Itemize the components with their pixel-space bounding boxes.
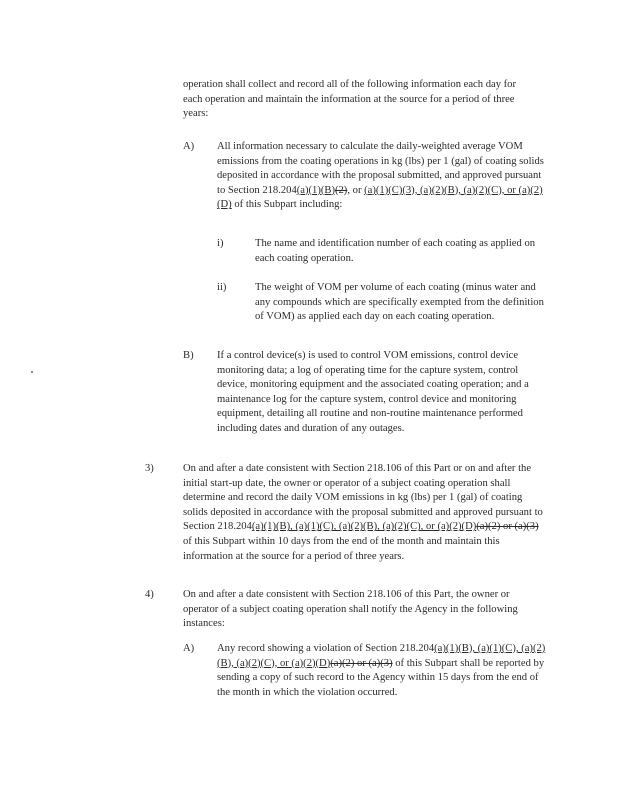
item-4-paragraph — [183, 588, 547, 632]
item-3-label: 3) — [145, 463, 154, 474]
sub-ii-paragraph — [255, 281, 547, 325]
item-2b-label: B) — [183, 350, 194, 361]
item-3-strike-1: (a)(2) or (a)(3) — [476, 521, 539, 533]
sub-i-label: i) — [217, 238, 224, 249]
item-3-ref-1: (a)(1)(B), (a)(1)(C), (a)(2)(B), (a)(2)(C), or (a)(2)(D) — [251, 521, 477, 533]
item-4a-ref-1: (a)(1)(B), (a)(1)(C), (a)(2)(B), (a)(2)(C), or (a)(2)(D) — [217, 643, 546, 669]
item-2a-text-1: All information necessary to calculate the daily-weighted average VOM emissions from the coating operations in kg (lbs) per 1 (gal) of coating solids deposited in accordance with the proposal submitted, and approved pursuant to Section 218.204 — [217, 141, 544, 196]
sub-ii-label: ii) — [217, 282, 227, 293]
item-2a-text-3: of this Subpart including: — [231, 199, 343, 211]
item-2b-text: If a control device(s) is used to control VOM emissions, control device monitoring data; a log of operating time for the capture system, control device, monitoring equipment and the associated coating operation; and a maintenance log for the capture system, control device and monitoring equipment, detailing all routine and non-routine maintenance performed including dates and duration of any outages. — [217, 350, 529, 434]
item-4-label: 4) — [145, 589, 154, 600]
item-4-text: On and after a date consistent with Section 218.106 of this Part, the owner or operator of a subject coating operation shall notify the Agency in the following instances: — [183, 589, 518, 630]
intro-paragraph — [183, 78, 531, 122]
sub-ii-text: The weight of VOM per volume of each coating (minus water and any compounds which are specifically exempted from the definition of VOM) as applied each day on each coating operation. — [255, 282, 544, 323]
item-4a-label: A) — [183, 643, 195, 654]
item-4a-text-1: Any record showing a violation of Section 218.204 — [217, 643, 435, 654]
item-2a-ref-1: (a)(1)(B) — [296, 184, 335, 196]
item-2a-ref-3: (a)(1)(C)(3), (a)(2)(B), (a)(2)(C), or (a)(2)(D) — [217, 184, 543, 211]
item-2a-paragraph — [217, 140, 547, 213]
scan-speck — [31, 371, 33, 373]
item-4a-strike-1: (a)(2) or (a)(3) — [330, 657, 393, 669]
item-3-text-1: On and after a date consistent with Section 218.106 of this Part or on and after the initial start-up date, the owner or operator of a subject coating operation shall determine and record the daily VOM emissions in kg (lbs) per 1 (gal) of coating solids deposited in accordance with the proposal submitted and approved pursuant to Section 218.204 — [183, 463, 543, 533]
item-2a-ref-2: (2) — [334, 184, 348, 196]
sub-i-text: The name and identification number of each coating as applied on each coating operation. — [255, 238, 536, 264]
item-2a-text-2: , or — [347, 184, 365, 196]
sub-i-paragraph — [255, 237, 547, 266]
item-3-paragraph — [183, 462, 547, 564]
item-4a-text-2: of this Subpart shall be reported by sending a copy of such record to the Agency within 15 days from the end of the month in which the violation occurred. — [217, 657, 545, 698]
item-2b-paragraph — [217, 349, 547, 437]
intro-text: operation shall collect and record all of the following information each day for each operation and maintain the information at the source for a period of three years: — [183, 79, 516, 120]
item-2a-label: A) — [183, 141, 195, 152]
item-3-text-2: of this Subpart within 10 days from the end of the month and maintain this information at the source for a period of three years. — [183, 535, 500, 562]
item-4a-paragraph — [217, 642, 547, 700]
